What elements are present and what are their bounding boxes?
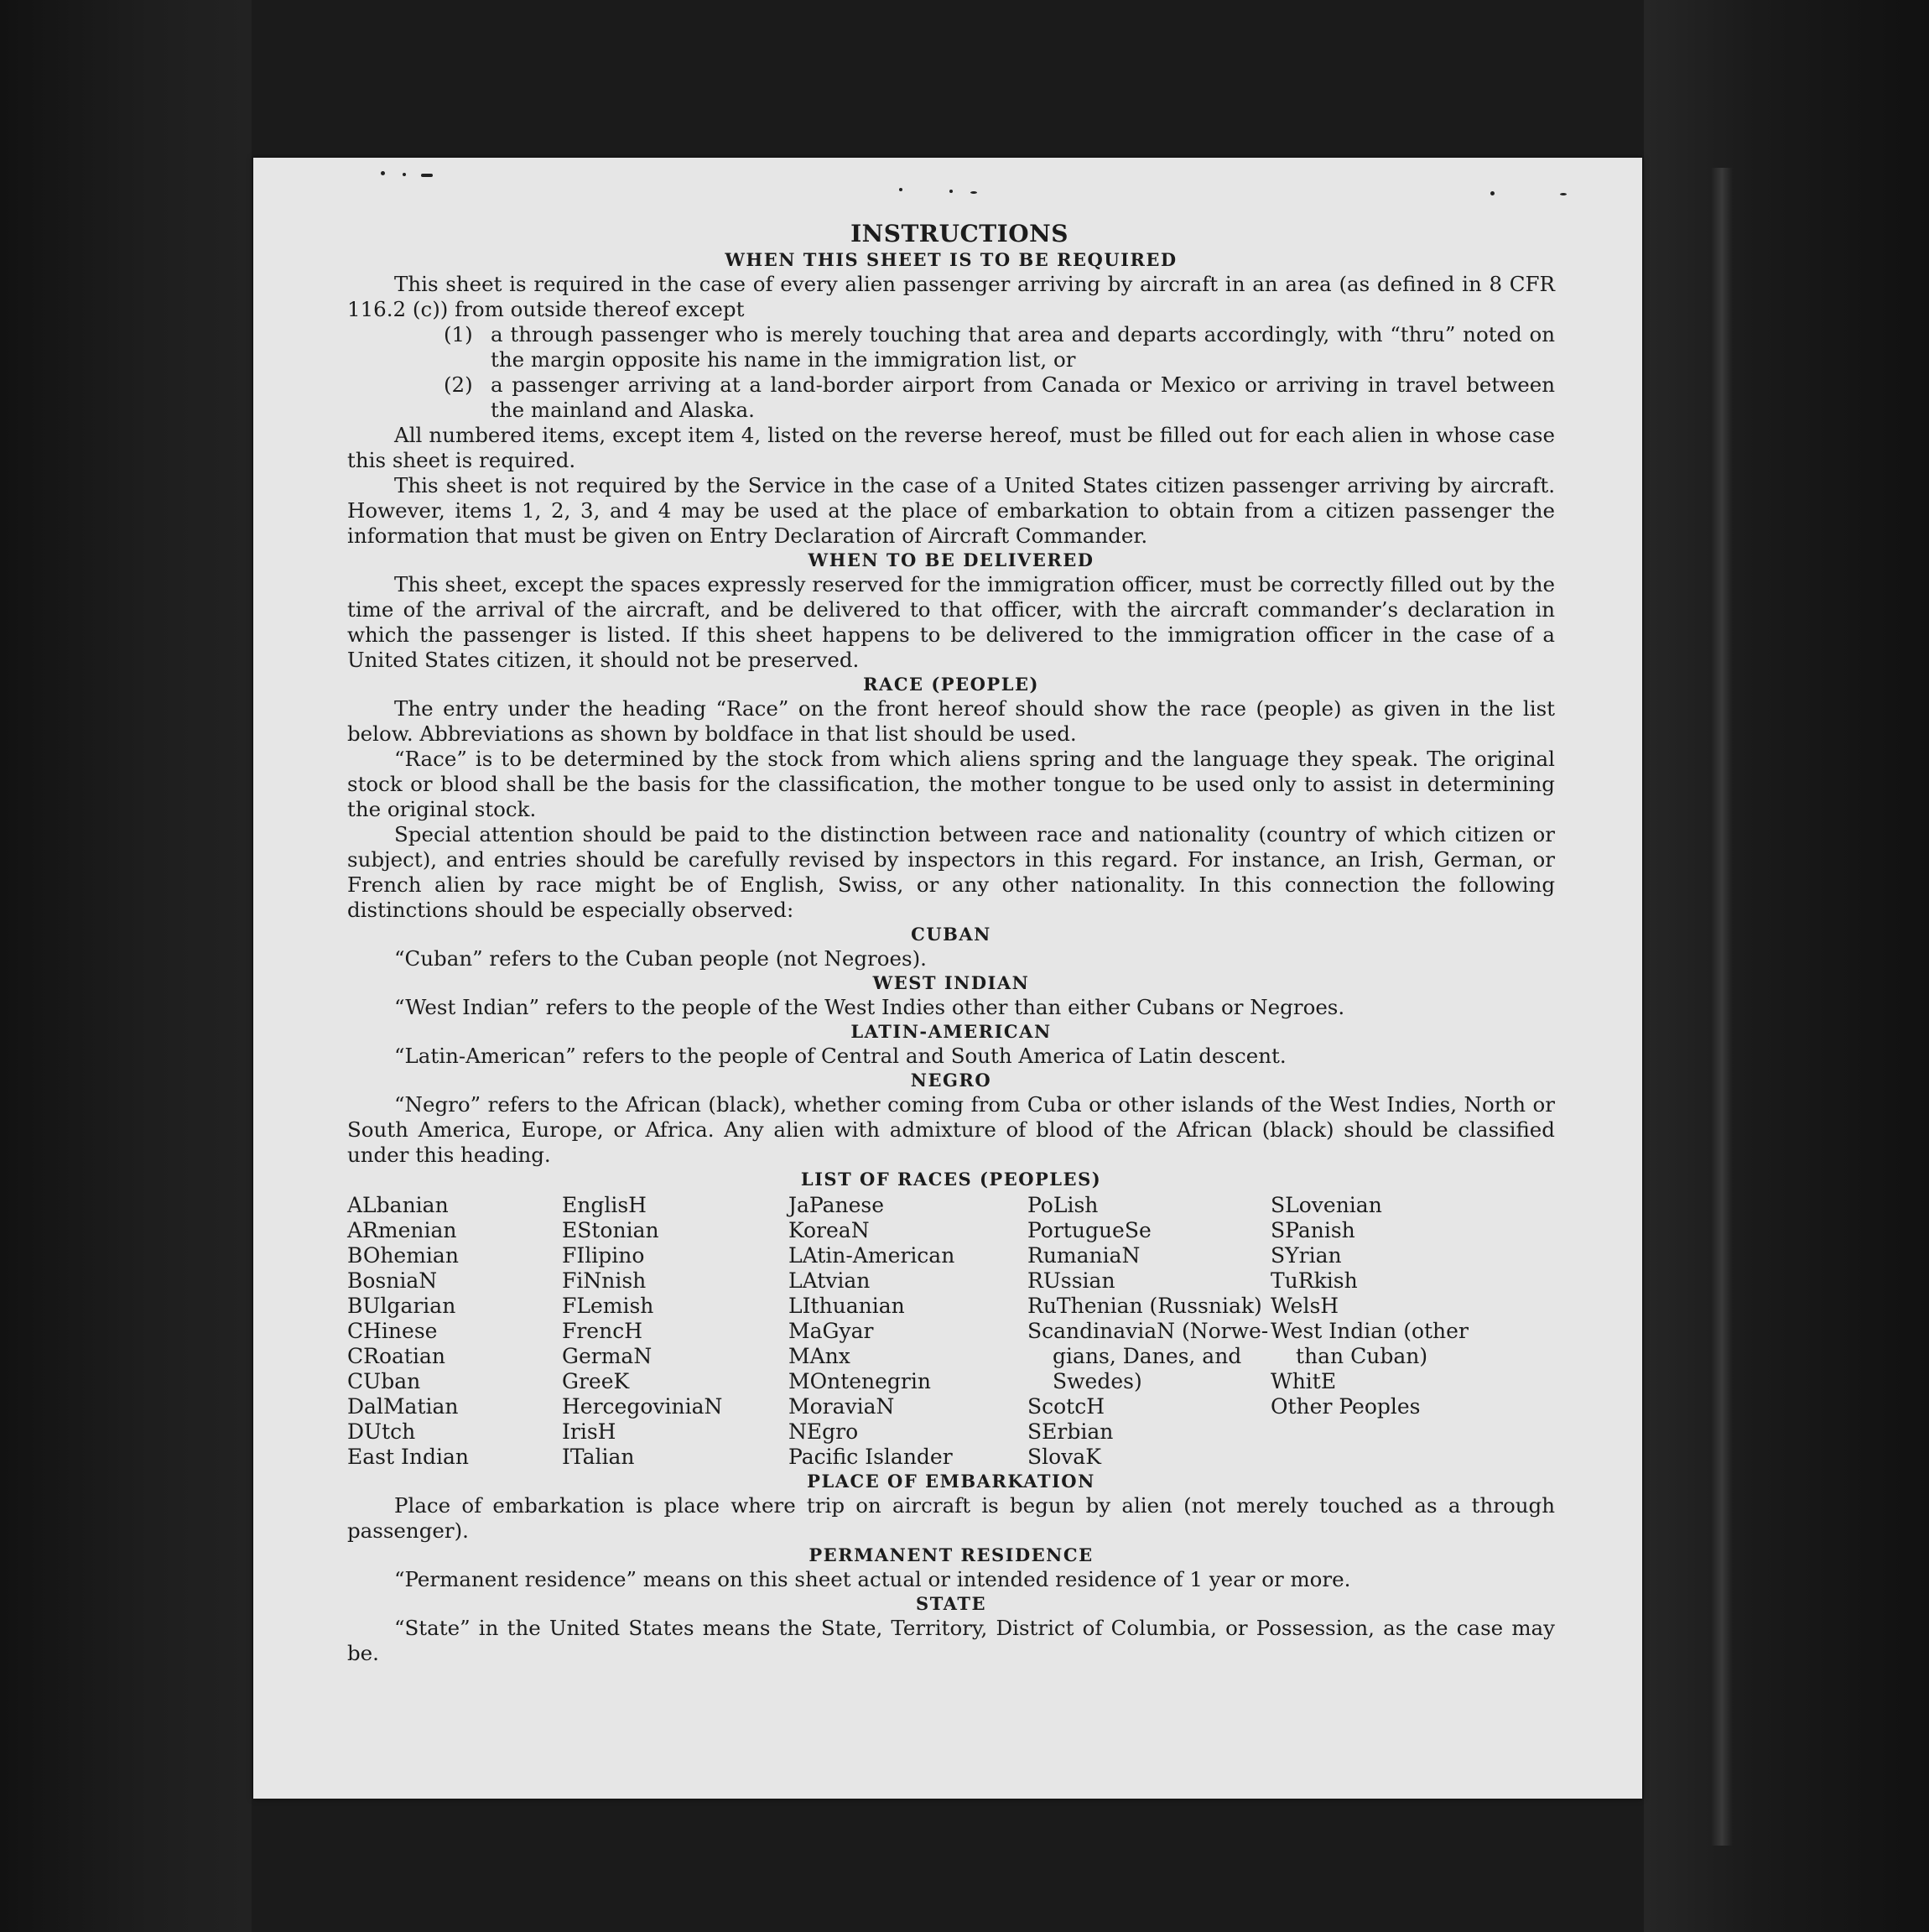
paragraph: “Latin-American” refers to the people of Central and South America of Latin descent. xyxy=(394,1044,1287,1068)
race-entry: MAnx xyxy=(788,1344,850,1368)
race-entry: Other Peoples xyxy=(1271,1394,1421,1419)
speck xyxy=(381,171,385,175)
paragraph: Special attention should be paid to the distinction between race and nationality (country of which citizen or subject), and entries should be carefully revised by inspectors in this regard. For instance, an Irish, German, or French alien by race might be of English, Swiss, or any other nationality. In this connection the following distinctions should be especially observed: xyxy=(347,822,1555,922)
race-entry: BOhemian xyxy=(347,1243,459,1268)
race-entry: ITalian xyxy=(562,1445,635,1469)
race-entry: BUlgarian xyxy=(347,1294,456,1318)
race-entry: than Cuban) xyxy=(1296,1344,1428,1368)
speck xyxy=(1560,193,1567,195)
race-entry: MOntenegrin xyxy=(788,1369,931,1393)
instructions-text xyxy=(347,220,1555,1666)
race-entry: DUtch xyxy=(347,1419,416,1444)
race-entry: PortugueSe xyxy=(1027,1218,1152,1242)
speck xyxy=(1490,191,1495,195)
race-entry: NEgro xyxy=(788,1419,859,1444)
item-text: a passenger arriving at a land-border airport from Canada or Mexico or arriving in travel between the mainland and Alaska. xyxy=(491,372,1555,422)
race-entry: CRoatian xyxy=(347,1344,445,1368)
race-entry: RuThenian (Russniak) xyxy=(1027,1294,1262,1318)
list-item xyxy=(347,372,1555,423)
race-entry: KoreaN xyxy=(788,1218,870,1242)
race-entry: GermaN xyxy=(562,1344,653,1368)
race-entry: ALbanian xyxy=(347,1193,449,1217)
race-entry: IrisH xyxy=(562,1419,616,1444)
race-entry: SPanish xyxy=(1271,1218,1355,1242)
scan-background-left xyxy=(0,0,252,1932)
paragraph: All numbered items, except item 4, listed on the reverse hereof, must be filled out for each alien in whose case this sheet is required. xyxy=(347,423,1555,472)
race-entry: RUssian xyxy=(1027,1268,1115,1293)
speck xyxy=(949,190,953,193)
race-entry: WhitE xyxy=(1271,1369,1337,1393)
races-column xyxy=(562,1193,788,1470)
race-entry: FLemish xyxy=(562,1294,654,1318)
race-entry: JaPanese xyxy=(788,1193,885,1217)
races-column xyxy=(347,1193,562,1470)
race-entry: PoLish xyxy=(1027,1193,1099,1217)
race-entry: DalMatian xyxy=(347,1394,459,1419)
race-entry: WelsH xyxy=(1271,1294,1339,1318)
race-entry: LAtvian xyxy=(788,1268,871,1293)
heading-race: RACE (PEOPLE) xyxy=(863,674,1039,695)
race-entry: LIthuanian xyxy=(788,1294,905,1318)
race-entry: SErbian xyxy=(1027,1419,1114,1444)
race-entry: ScandinaviaN (Norwe- xyxy=(1027,1319,1269,1343)
paragraph: “State” in the United States means the State, Territory, District of Columbia, or Possession, as the case may be. xyxy=(347,1616,1555,1665)
race-entry: West Indian (other xyxy=(1271,1319,1469,1343)
item-text: a through passenger who is merely touching that area and departs accordingly, with “thru” noted on the margin opposite his name in the immigration list, or xyxy=(491,322,1555,372)
heading-permanent-residence: PERMANENT RESIDENCE xyxy=(809,1544,1094,1565)
scan-streak xyxy=(1711,168,1733,1846)
race-entry: TuRkish xyxy=(1271,1268,1358,1293)
race-entry: FIlipino xyxy=(562,1243,645,1268)
heading-cuban: CUBAN xyxy=(911,924,991,945)
race-entry: EStonian xyxy=(562,1218,659,1242)
paragraph: “Permanent residence” means on this sheet actual or intended residence of 1 year or more. xyxy=(394,1567,1351,1591)
race-entry: gians, Danes, and xyxy=(1053,1344,1242,1368)
heading-negro: NEGRO xyxy=(910,1070,992,1091)
scan-background-right xyxy=(1644,0,1929,1932)
paragraph: This sheet is required in the case of every alien passenger arriving by aircraft in an area (as defined in 8 CFR 116.2 (c)) from outside thereof except xyxy=(347,272,1555,321)
heading-when-required: WHEN THIS SHEET IS TO BE REQUIRED xyxy=(725,249,1178,270)
heading-list-of-races: LIST OF RACES (PEOPLES) xyxy=(800,1169,1102,1190)
race-entry: East Indian xyxy=(347,1445,469,1469)
race-entry: FrencH xyxy=(562,1319,642,1343)
race-entry: SYrian xyxy=(1271,1243,1342,1268)
paragraph: Place of embarkation is place where trip on aircraft is begun by alien (not merely touched as a through passenger). xyxy=(347,1493,1555,1543)
speck xyxy=(899,188,902,191)
race-entry: CUban xyxy=(347,1369,421,1393)
document-page xyxy=(253,158,1642,1799)
paragraph: This sheet is not required by the Service in the case of a United States citizen passenger arriving by aircraft. However, items 1, 2, 3, and 4 may be used at the place of embarkation to obtain from a citizen passenger the information that must be given on Entry Declaration of Aircraft Commander. xyxy=(347,473,1555,548)
race-entry: BosniaN xyxy=(347,1268,438,1293)
paragraph: “West Indian” refers to the people of the West Indies other than either Cubans or Negroes. xyxy=(394,995,1345,1019)
paragraph: This sheet, except the spaces expressly reserved for the immigration officer, must be correctly filled out by the time of the arrival of the aircraft, and be delivered to that officer, with the aircraft commander’s declaration in which the passenger is listed. If this sheet happens to be delivered to the immigration officer in the case of a United States citizen, it should not be preserved. xyxy=(347,572,1555,672)
heading-west-indian: WEST INDIAN xyxy=(872,972,1030,993)
race-entry: CHinese xyxy=(347,1319,438,1343)
paragraph: “Cuban” refers to the Cuban people (not Negroes). xyxy=(394,946,927,971)
races-column xyxy=(1027,1193,1271,1470)
paragraph: The entry under the heading “Race” on the front hereof should show the race (people) as given in the list below. Abbreviations as shown by boldface in that list should be used. xyxy=(347,696,1555,746)
heading-latin-american: LATIN-AMERICAN xyxy=(850,1021,1052,1042)
race-entry: EnglisH xyxy=(562,1193,647,1217)
race-entry: GreeK xyxy=(562,1369,630,1393)
page-title: INSTRUCTIONS xyxy=(850,220,1068,247)
race-entry: SLovenian xyxy=(1271,1193,1382,1217)
speck xyxy=(970,191,977,194)
paragraph: “Race” is to be determined by the stock from which aliens spring and the language they speak. The original stock or blood shall be the basis for the classification, the mother tongue to be used only to assist in determining the original stock. xyxy=(347,747,1555,821)
race-entry: HercegoviniaN xyxy=(562,1394,723,1419)
item-number: (1) xyxy=(444,322,473,346)
race-entry: FiNnish xyxy=(562,1268,647,1293)
speck xyxy=(403,173,406,176)
race-entry: MoraviaN xyxy=(788,1394,895,1419)
list-item xyxy=(347,322,1555,372)
heading-embarkation: PLACE OF EMBARKATION xyxy=(807,1471,1095,1492)
speck xyxy=(421,174,433,177)
races-column xyxy=(1271,1193,1555,1470)
races-column xyxy=(788,1193,1027,1470)
race-entry: ARmenian xyxy=(347,1218,457,1242)
races-list xyxy=(347,1193,1555,1470)
item-number: (2) xyxy=(444,372,473,397)
race-entry: Swedes) xyxy=(1053,1369,1142,1393)
heading-state: STATE xyxy=(916,1593,986,1614)
race-entry: LAtin-American xyxy=(788,1243,955,1268)
paragraph: “Negro” refers to the African (black), whether coming from Cuba or other islands of the West Indies, North or South America, Europe, or Africa. Any alien with admixture of blood of the African (black) should be classified under this heading. xyxy=(347,1092,1555,1167)
race-entry: SlovaK xyxy=(1027,1445,1101,1469)
heading-when-delivered: WHEN TO BE DELIVERED xyxy=(808,549,1094,570)
race-entry: ScotcH xyxy=(1027,1394,1105,1419)
race-entry: Pacific Islander xyxy=(788,1445,953,1469)
race-entry: MaGyar xyxy=(788,1319,874,1343)
race-entry: RumaniaN xyxy=(1027,1243,1141,1268)
